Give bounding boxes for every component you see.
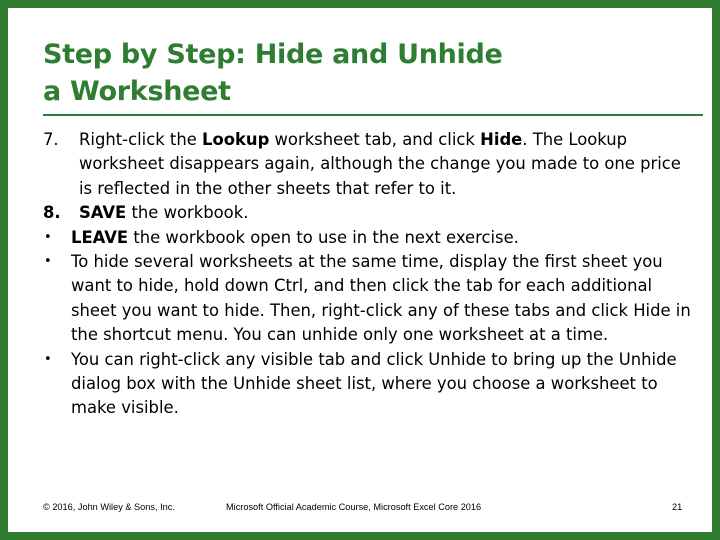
title-line-1: Step by Step: Hide and Unhide [43,39,503,70]
step-7 [43,128,693,201]
bullet-keyword: LEAVE [71,227,129,247]
footer-course: Microsoft Official Academic Course, Microsoft Excel Core 2016 [226,502,482,512]
bullet-leave [43,226,693,250]
footer-copyright: © 2016, John Wiley & Sons, Inc. [43,502,175,512]
step-keyword: Lookup [202,130,270,149]
step-text: worksheet tab, and click [269,130,481,149]
step-8 [43,201,693,225]
step-keyword: SAVE [79,203,127,223]
bullet-icon: • [44,229,52,245]
bullet-hide-several [43,250,693,348]
slide-body [43,128,693,421]
bullet-text: the workbook open to use in the next exercise. [128,227,519,247]
step-text: the workbook. [126,203,249,223]
step-number: 7. [43,130,59,149]
bullet-text: To hide several worksheets at the same time, display the first sheet you want to hide, hold down Ctrl, and then click the tab for each additional sheet you want to hide. Then, right-click any of these tabs and click Hide in the shortcut menu. You can unhide only one worksheet at a time. [71,252,691,345]
bullet-icon: • [44,254,52,270]
bullet-unhide [43,348,693,421]
footer-page-number: 21 [672,502,683,512]
title-line-2: a Worksheet [43,76,231,107]
step-keyword: Hide [480,130,523,149]
step-number: 8. [43,203,61,223]
slide-title [43,36,703,110]
step-text: . The Lookup worksheet disappears again, although the change you made to one price is reflected in the other sheets that refer to it. [79,130,681,198]
bullet-icon: • [44,351,52,367]
title-divider [43,114,703,116]
bullet-text: You can right-click any visible tab and click Unhide to bring up the Unhide dialog box with the Unhide sheet list, where you choose a worksheet to make visible. [71,349,677,418]
step-text: Right-click the [79,130,203,149]
